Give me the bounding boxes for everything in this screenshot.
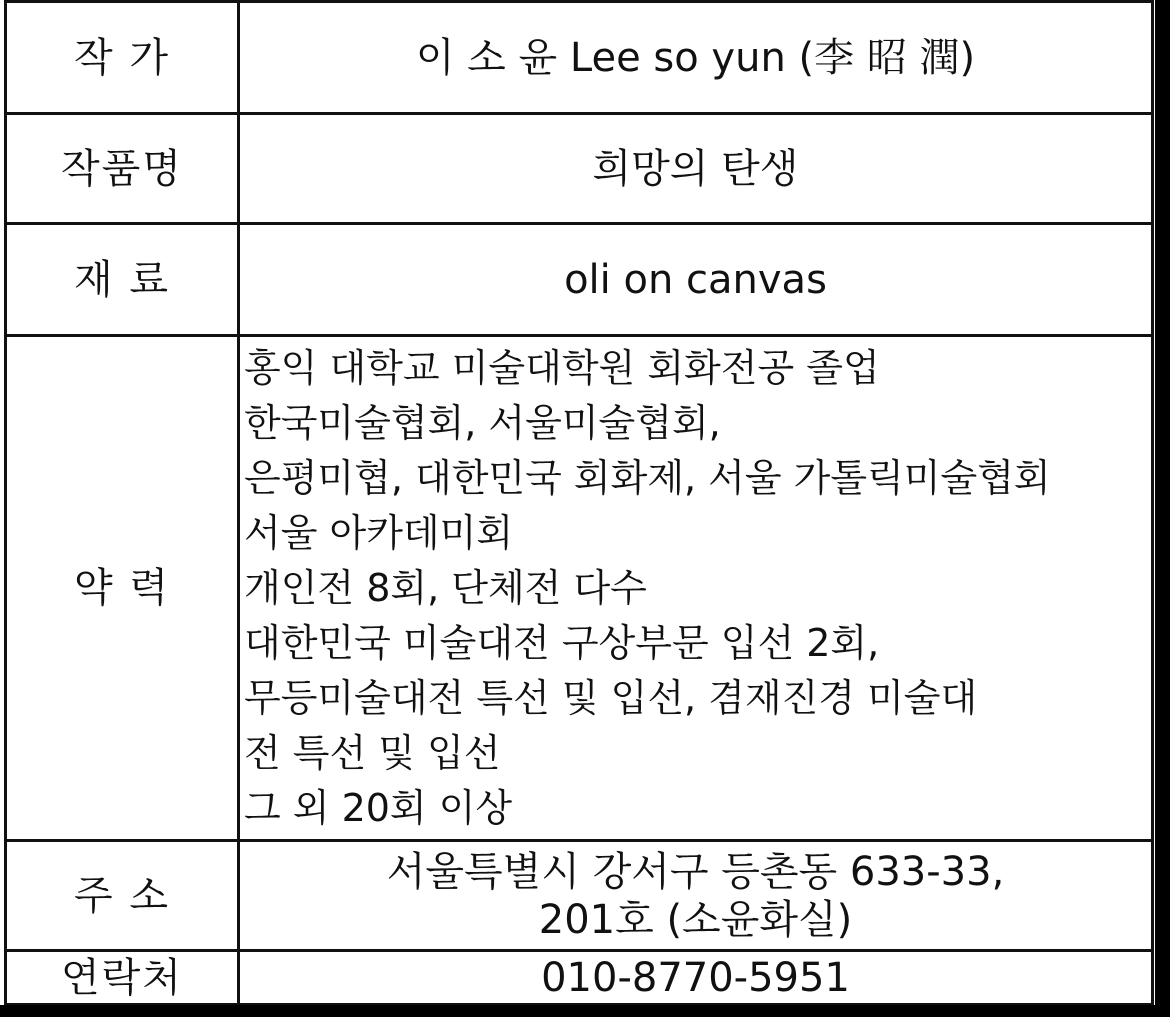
value-artist: 이 소 윤 Lee so yun (李 昭 潤)	[239, 2, 1153, 114]
value-material: oli on canvas	[239, 224, 1153, 336]
row-contact	[6, 951, 1153, 1005]
career-line-8: 전 특선 및 입선	[244, 730, 501, 775]
label-title: 작품명	[6, 114, 239, 224]
value-career	[239, 336, 1153, 841]
career-line-1: 홍익 대학교 미술대학원 회화전공 졸업	[244, 345, 880, 390]
label-career: 약 력	[6, 336, 239, 841]
career-line-5: 개인전 8회, 단체전 다수	[244, 565, 647, 610]
row-career	[6, 336, 1153, 841]
row-address	[6, 841, 1153, 951]
address-line-1: 서울특별시 강서구 등촌동 633-33,	[386, 848, 1005, 895]
label-address: 주 소	[6, 841, 239, 951]
value-contact: 010-8770-5951	[239, 951, 1153, 1005]
artist-info-table	[4, 0, 1154, 1006]
career-line-9: 그 외 20회 이상	[244, 785, 513, 830]
scan-edge-bottom	[0, 1005, 1170, 1017]
label-contact: 연락처	[6, 951, 239, 1005]
career-line-7: 무등미술대전 특선 및 입선, 겸재진경 미술대	[244, 675, 978, 720]
label-material: 재 료	[6, 224, 239, 336]
row-artist	[6, 2, 1153, 114]
career-line-6: 대한민국 미술대전 구상부문 입선 2회,	[244, 620, 880, 665]
value-address	[239, 841, 1153, 951]
label-artist: 작 가	[6, 2, 239, 114]
row-title	[6, 114, 1153, 224]
row-material	[6, 224, 1153, 336]
address-line-2: 201호 (소윤화실)	[538, 896, 853, 943]
value-title: 희망의 탄생	[239, 114, 1153, 224]
career-line-4: 서울 아카데미회	[244, 510, 514, 555]
scan-edge-right	[1155, 0, 1170, 1017]
career-line-2: 한국미술협회, 서울미술협회,	[244, 400, 721, 445]
career-line-3: 은평미협, 대한민국 회화제, 서울 가톨릭미술협회	[244, 455, 1051, 500]
